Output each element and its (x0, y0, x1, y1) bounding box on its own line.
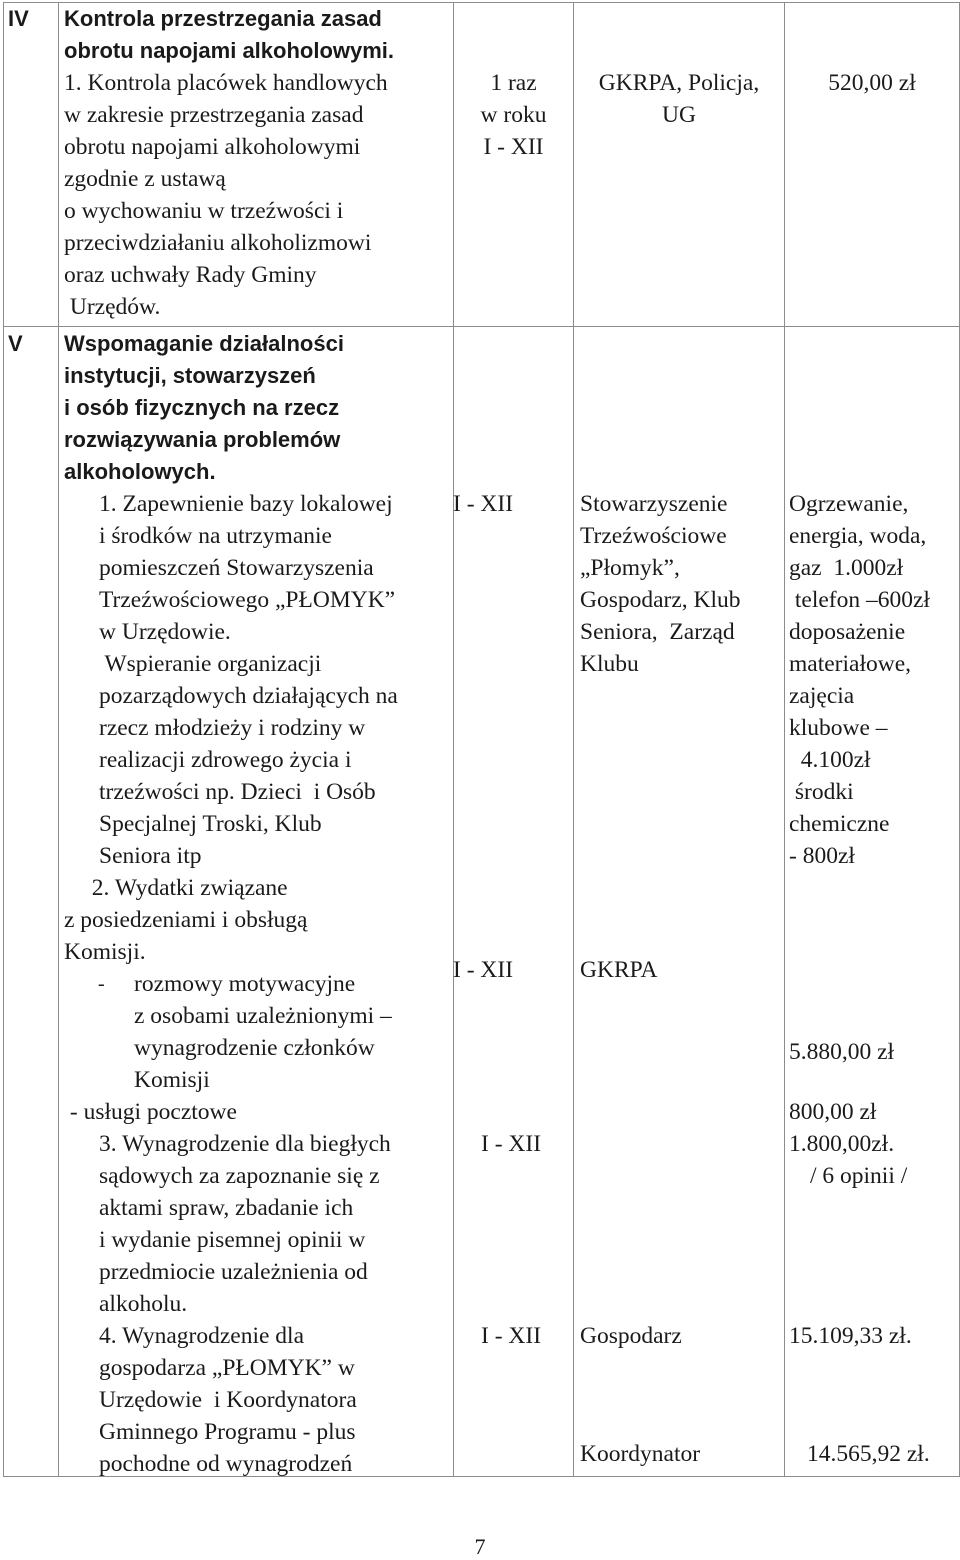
row-v-title-line: instytucji, stowarzyszeń (64, 363, 316, 388)
row-v-item4-executor: Koordynator (580, 1441, 701, 1467)
row-v-item4-cost: 14.565,92 zł. (807, 1441, 930, 1467)
row-iv-item1-line: 1. Kontrola placówek handlowych (64, 70, 388, 96)
row-v-item4-line: 4. Wynagrodzenie dla (99, 1323, 305, 1349)
row-v-item2-line: Komisji. (64, 939, 146, 965)
column-line-5 (784, 2, 785, 1477)
row-v-item1-executors-line: Stowarzyszenie (580, 491, 728, 517)
page-number: 7 (474, 1534, 486, 1559)
row-v-item1-cost-line: energia, woda, (789, 523, 927, 549)
row-v-item2-bullet-line: rozmowy motywacyjne (134, 971, 356, 997)
row-v-item3-line: 3. Wynagrodzenie dla biegłych (99, 1131, 391, 1157)
row-iv-title-line: Kontrola przestrzegania zasad (64, 6, 382, 31)
row-divider (3, 326, 959, 327)
row-v-item2-postal: - usługi pocztowe (64, 1099, 237, 1125)
row-v-item3-line: aktami spraw, zbadanie ich (99, 1195, 354, 1221)
row-iv-item1-line: zgodnie z ustawą (64, 166, 226, 192)
row-v-item1-executors-line: Trzeźwościowe (580, 523, 727, 549)
row-v-item2-line: 2. Wydatki związane (80, 875, 288, 901)
row-iv-executors-line: GKRPA, Policja, (598, 70, 760, 96)
row-v-title-line: i osób fizycznych na rzecz (64, 395, 340, 420)
row-v-item1-line: Seniora itp (99, 843, 202, 869)
row-v-title-line: rozwiązywania problemów (64, 427, 341, 452)
row-number-iv: IV (8, 6, 29, 31)
row-v-item3-cost-line: 1.800,00zł. (789, 1131, 895, 1157)
row-v-item1-cost-line: telefon –600zł (789, 587, 930, 613)
row-iv-term-line: 1 raz (490, 70, 537, 96)
row-v-item2-postal-cost: 800,00 zł (789, 1099, 877, 1125)
row-v-item4-line: gospodarza „PŁOMYK” w (99, 1355, 355, 1381)
row-v-item4-executor: Gospodarz (580, 1323, 682, 1349)
row-v-item4-line: Urzędowie i Koordynatora (99, 1387, 357, 1413)
row-v-item1-cost-line: 4.100zł (789, 747, 871, 773)
row-iv-term-line: w roku (480, 102, 547, 128)
row-v-item4-line: Gminnego Programu - plus (99, 1419, 356, 1445)
row-v-item2-bullet-line: z osobami uzależnionymi – (134, 1003, 392, 1029)
row-v-item2-executor: GKRPA (580, 957, 658, 983)
row-v-title-line: alkoholowych. (64, 459, 216, 484)
row-v-item1-cost-line: chemiczne (789, 811, 890, 837)
row-v-item1-line: Trzeźwościowego „PŁOMYK” (99, 587, 396, 613)
row-iv-item1-line: Urzędów. (64, 294, 161, 320)
row-v-item3-line: alkoholu. (99, 1291, 188, 1317)
row-v-item1-line: i środków na utrzymanie (99, 523, 332, 549)
row-v-item1-cost-line: zajęcia (789, 683, 855, 709)
row-v-item1-cost-line: Ogrzewanie, (789, 491, 909, 517)
row-v-item1-line: pozarządowych działających na (99, 683, 398, 709)
row-v-item1-cost-line: środki (789, 779, 854, 805)
row-v-item2-bullet: - (98, 973, 105, 995)
row-iv-item1-line: w zakresie przestrzegania zasad (64, 102, 364, 128)
row-iv-title-line: obrotu napojami alkoholowymi. (64, 38, 395, 63)
column-line-4 (573, 2, 574, 1477)
column-line-3 (453, 2, 454, 1477)
row-v-item1-line: Wspieranie organizacji (99, 651, 322, 677)
row-v-item2-line: z posiedzeniami i obsługą (64, 907, 308, 933)
row-iv-item1-line: o wychowaniu w trzeźwości i (64, 198, 344, 224)
row-v-item3-line: sądowych za zapoznanie się z (99, 1163, 380, 1189)
row-iv-item1-line: przeciwdziałaniu alkoholizmowi (64, 230, 372, 256)
row-v-item1-line: w Urzędowie. (99, 619, 231, 645)
row-v-item1-executors-line: „Płomyk”, (580, 555, 680, 581)
row-v-item1-term: I - XII (453, 491, 514, 517)
row-v-item3-term: I - XII (481, 1131, 542, 1157)
row-v-item1-executors-line: Klubu (580, 651, 639, 677)
row-v-item2-bullet-line: Komisji (134, 1067, 210, 1093)
row-v-item1-line: pomieszczeń Stowarzyszenia (99, 555, 374, 581)
row-iv-item1-line: oraz uchwały Rady Gminy (64, 262, 317, 288)
row-v-item1-cost-line: materiałowe, (789, 651, 912, 677)
row-v-item4-cost: 15.109,33 zł. (789, 1323, 912, 1349)
row-v-item2-cost: 5.880,00 zł (789, 1039, 895, 1065)
row-v-item1-line: 1. Zapewnienie bazy lokalowej (99, 491, 393, 517)
row-v-item1-cost-line: gaz 1.000zł (789, 555, 904, 581)
column-line-1 (3, 2, 4, 1477)
row-v-item3-line: i wydanie pisemnej opinii w (99, 1227, 366, 1253)
row-v-item3-cost-line: / 6 opinii / (810, 1163, 908, 1189)
row-v-item1-line: trzeźwości np. Dzieci i Osób (99, 779, 376, 805)
row-v-item1-executors-line: Gospodarz, Klub (580, 587, 741, 613)
row-v-title-line: Wspomaganie działalności (64, 331, 344, 356)
row-v-item2-term: I - XII (453, 957, 514, 983)
row-v-item4-line: pochodne od wynagrodzeń (99, 1451, 353, 1477)
row-v-item1-line: Specjalnej Troski, Klub (99, 811, 322, 837)
row-v-item3-line: przedmiocie uzależnienia od (99, 1259, 368, 1285)
row-v-item1-line: realizacji zdrowego życia i (99, 747, 352, 773)
row-iv-cost: 520,00 zł (828, 70, 916, 96)
row-number-v: V (8, 331, 23, 356)
row-v-item1-executors-line: Seniora, Zarząd (580, 619, 735, 645)
row-iv-executors-line: UG (662, 102, 696, 128)
row-v-item2-bullet-line: wynagrodzenie członków (134, 1035, 375, 1061)
row-v-item1-line: rzecz młodzieży i rodziny w (99, 715, 366, 741)
column-line-2 (58, 2, 59, 1477)
row-v-item1-cost-line: - 800zł (789, 843, 855, 869)
row-v-item4-term: I - XII (481, 1323, 542, 1349)
row-iv-term-line: I - XII (483, 134, 544, 160)
row-v-item1-cost-line: doposażenie (789, 619, 906, 645)
row-iv-item1-line: obrotu napojami alkoholowymi (64, 134, 361, 160)
row-v-item1-cost-line: klubowe – (789, 715, 888, 741)
